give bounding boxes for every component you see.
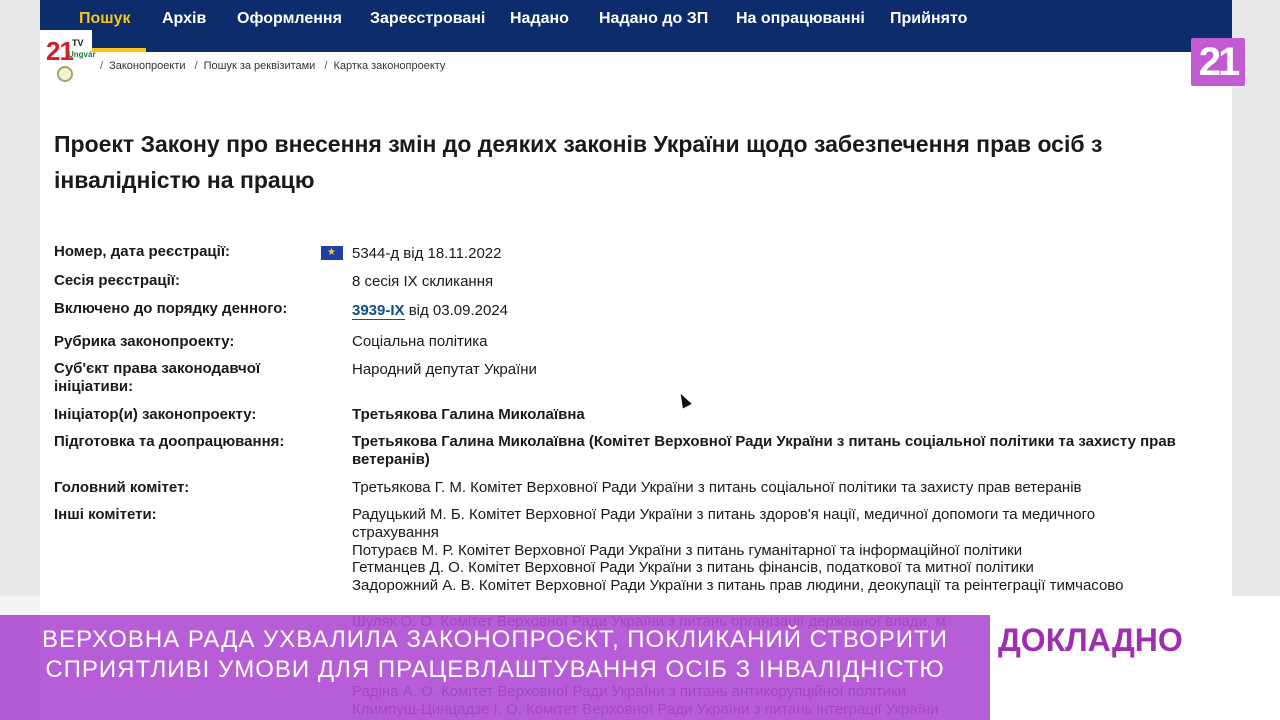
agenda-resolution-link[interactable]: 3939-IX	[352, 302, 405, 319]
nav-item-archive[interactable]: Архів	[162, 10, 207, 27]
nav-item-submitted[interactable]: Надано	[510, 10, 569, 27]
news-banner-line-2: СПРИЯТЛИВІ УМОВИ ДЛЯ ПРАЦЕВЛАШТУВАННЯ ОСІБ З ІНВАЛІДНІСТЮ	[45, 656, 945, 683]
eu-flag-icon	[321, 246, 343, 260]
agenda-label: Включено до порядку денного:	[54, 300, 288, 317]
corner-channel-logo	[1191, 38, 1245, 86]
session-value: 8 сесія IX скликання	[352, 273, 494, 290]
nav-item-processing[interactable]: На опрацюванні	[736, 10, 865, 27]
other-committees-label: Інші комітети:	[54, 506, 157, 523]
main-committee-value: Третьякова Г. М. Комітет Верховної Ради України з питань соціальної політики та захисту прав ветеранів	[352, 479, 1082, 496]
other-committee-line: Радуцький М. Б. Комітет Верховної Ради України з питань здоров'я нації, медичної допомоги та медичного	[352, 506, 1096, 523]
nav-item-search[interactable]: Пошук	[79, 10, 131, 27]
nav-item-adopted[interactable]: Прийнято	[890, 10, 968, 27]
session-label: Сесія реєстрації:	[54, 272, 180, 289]
breadcrumb-search-by-details[interactable]: Пошук за реквізитами	[203, 60, 316, 72]
corner-logo-number: 21	[1198, 40, 1238, 84]
reg-number-date: 5344-д від 18.11.2022	[352, 245, 502, 262]
rubric-label: Рубрика законопроекту:	[54, 333, 235, 350]
banner-top-strip	[0, 596, 990, 615]
main-committee-label: Головний комітет:	[54, 479, 190, 496]
breadcrumb-bill-card: Картка законопроекту	[333, 60, 446, 72]
other-committee-line: Потураєв М. Р. Комітет Верховної Ради України з питань гуманітарної та інформаційної політики	[352, 542, 1023, 559]
preparation-value: Третьякова Галина Миколаївна (Комітет Верховної Ради України з питань соціальної політики та захисту прав ветеранів)	[352, 433, 1176, 468]
other-committee-line: Гетманцев Д. О. Комітет Верховної Ради України з питань фінансів, податкової та митної політики	[352, 559, 1034, 576]
preparation-label: Підготовка та доопрацювання:	[54, 433, 285, 450]
nav-item-registered[interactable]: Зареєстровані	[370, 10, 486, 27]
channel-logo	[40, 30, 96, 86]
reg-value	[352, 245, 1192, 263]
nav-item-submitted-to-zp[interactable]: Надано до ЗП	[599, 10, 709, 27]
initiator-value: Третьякова Галина Миколаївна	[352, 406, 585, 423]
agenda-date: від 03.09.2024	[404, 302, 509, 319]
bill-title: Проект Закону про внесення змін до деяких законів України щодо забезпечення прав осіб з інвалідністю на працю	[54, 131, 1103, 193]
other-committee-line: страхування	[352, 524, 439, 541]
initiator-label: Ініціатор(и) законопроекту:	[54, 406, 257, 423]
city-crest-icon	[57, 66, 73, 82]
other-committee-line: Задорожний А. В. Комітет Верховної Ради України з питань прав людини, деокупації та реінтеграції тимчасово	[352, 577, 1124, 594]
top-navigation	[40, 0, 1232, 52]
channel-logo-number: 21	[46, 36, 73, 66]
reg-label: Номер, дата реєстрації:	[54, 243, 231, 260]
rubric-value: Соціальна політика	[352, 333, 488, 350]
breadcrumb: / Законопроекти / Пошук за реквізитами / Картка законопроекту	[100, 60, 446, 72]
breadcrumb-bills[interactable]: Законопроекти	[109, 60, 186, 72]
agenda-value	[352, 302, 1192, 320]
news-banner-text	[0, 625, 990, 685]
subject-value: Народний депутат України	[352, 361, 537, 378]
banner-side-label: ДОКЛАДНО	[998, 622, 1183, 658]
channel-logo-city: Ungvár	[68, 50, 96, 59]
news-banner-line-1: ВЕРХОВНА РАДА УХВАЛИЛА ЗАКОНОПРОЄКТ, ПОКЛИКАНИЙ СТВОРИТИ	[42, 626, 948, 653]
subject-label: Суб'єкт права законодавчої ініціативи:	[54, 360, 261, 395]
nav-item-design[interactable]: Оформлення	[237, 10, 342, 27]
channel-logo-tv: TV	[72, 38, 84, 48]
